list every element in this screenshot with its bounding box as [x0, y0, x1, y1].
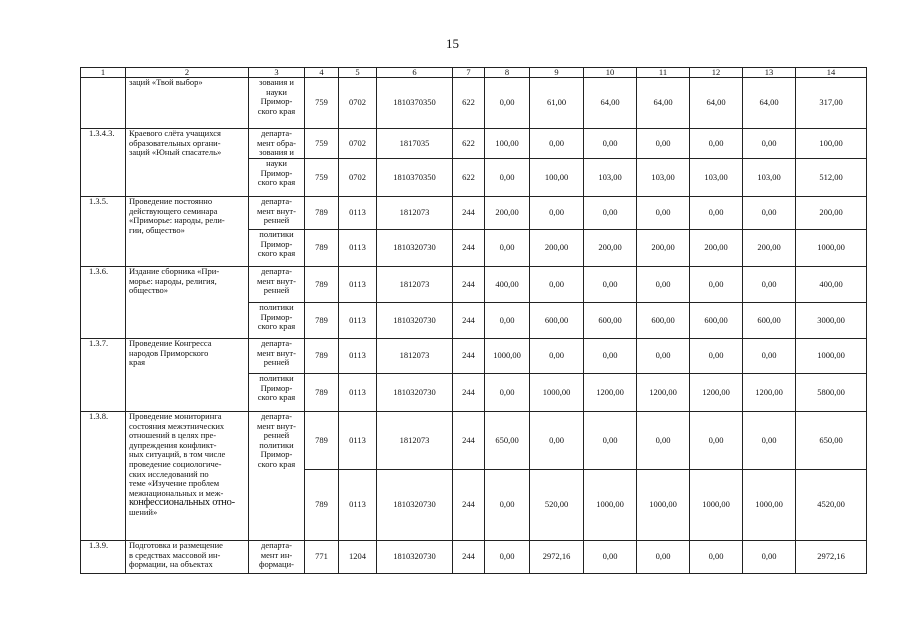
- value-cell: 0,00: [485, 470, 530, 541]
- section-code: 0113: [339, 470, 377, 541]
- target-code: 1810320730: [377, 541, 453, 574]
- value-cell: 200,00: [485, 197, 530, 230]
- item-name-cell: Проведение постоянно действующего семинара «Приморье: народы, рели- гии, общество»: [126, 197, 249, 267]
- ministry-code: 789: [305, 374, 339, 412]
- total-cell: 100,00: [796, 129, 867, 159]
- value-cell: 64,00: [584, 78, 637, 129]
- item-name-cell: Подготовка и размещение в средствах массовой ин- формации, на объектах: [126, 541, 249, 574]
- item-name-cell: Проведение Конгресса народов Приморского края: [126, 339, 249, 412]
- value-cell: 0,00: [690, 541, 743, 574]
- value-cell: 200,00: [530, 230, 584, 267]
- expense-type: 622: [453, 159, 485, 197]
- value-cell: 600,00: [584, 303, 637, 339]
- value-cell: 0,00: [743, 129, 796, 159]
- value-cell: 0,00: [743, 267, 796, 303]
- section-code: 1204: [339, 541, 377, 574]
- executor-cell: департа- мент внут- ренней: [249, 197, 305, 230]
- target-code: 1817035: [377, 129, 453, 159]
- column-header: 2: [126, 68, 249, 78]
- table-row: [81, 412, 867, 470]
- target-code: 1810320730: [377, 230, 453, 267]
- expense-type: 244: [453, 374, 485, 412]
- value-cell: 0,00: [637, 129, 690, 159]
- expense-type: 244: [453, 339, 485, 374]
- total-cell: 400,00: [796, 267, 867, 303]
- column-header: 13: [743, 68, 796, 78]
- item-number-cell: 1.3.6.: [81, 267, 126, 339]
- ministry-code: 789: [305, 412, 339, 470]
- table-row: [81, 267, 867, 303]
- ministry-code: 789: [305, 339, 339, 374]
- value-cell: 0,00: [584, 129, 637, 159]
- section-code: 0113: [339, 230, 377, 267]
- value-cell: 100,00: [530, 159, 584, 197]
- expense-type: 244: [453, 303, 485, 339]
- value-cell: 200,00: [743, 230, 796, 267]
- column-header: 9: [530, 68, 584, 78]
- ministry-code: 771: [305, 541, 339, 574]
- expense-type: 622: [453, 78, 485, 129]
- expense-type: 244: [453, 470, 485, 541]
- section-code: 0702: [339, 78, 377, 129]
- value-cell: 0,00: [530, 267, 584, 303]
- section-code: 0113: [339, 339, 377, 374]
- value-cell: 64,00: [690, 78, 743, 129]
- value-cell: 0,00: [530, 412, 584, 470]
- value-cell: 0,00: [485, 303, 530, 339]
- column-header: 6: [377, 68, 453, 78]
- executor-cell: политики Примор- ского края: [249, 230, 305, 267]
- value-cell: 0,00: [637, 197, 690, 230]
- value-cell: 61,00: [530, 78, 584, 129]
- total-cell: 5800,00: [796, 374, 867, 412]
- value-cell: 0,00: [584, 267, 637, 303]
- value-cell: 1000,00: [584, 470, 637, 541]
- value-cell: 1200,00: [584, 374, 637, 412]
- table-row: [81, 339, 867, 374]
- ministry-code: 759: [305, 129, 339, 159]
- total-cell: 2972,16: [796, 541, 867, 574]
- executor-cell: департа- мент внут- ренней политики Примор- ского края: [249, 412, 305, 541]
- total-cell: 317,00: [796, 78, 867, 129]
- ministry-code: 789: [305, 230, 339, 267]
- table-row: [81, 129, 867, 159]
- column-header: 1: [81, 68, 126, 78]
- expense-type: 244: [453, 412, 485, 470]
- value-cell: 0,00: [584, 339, 637, 374]
- value-cell: 0,00: [690, 129, 743, 159]
- value-cell: 0,00: [690, 339, 743, 374]
- column-header: 10: [584, 68, 637, 78]
- value-cell: 0,00: [743, 197, 796, 230]
- section-code: 0113: [339, 374, 377, 412]
- expense-type: 244: [453, 541, 485, 574]
- value-cell: 1000,00: [743, 470, 796, 541]
- value-cell: 200,00: [637, 230, 690, 267]
- section-code: 0702: [339, 129, 377, 159]
- total-cell: 1000,00: [796, 339, 867, 374]
- target-code: 1812073: [377, 339, 453, 374]
- value-cell: 1200,00: [690, 374, 743, 412]
- value-cell: 0,00: [584, 412, 637, 470]
- total-cell: 1000,00: [796, 230, 867, 267]
- target-code: 1812073: [377, 412, 453, 470]
- value-cell: 0,00: [743, 412, 796, 470]
- ministry-code: 759: [305, 159, 339, 197]
- section-code: 0113: [339, 412, 377, 470]
- value-cell: 103,00: [690, 159, 743, 197]
- ministry-code: 789: [305, 470, 339, 541]
- target-code: 1810320730: [377, 470, 453, 541]
- value-cell: 1200,00: [743, 374, 796, 412]
- ministry-code: 789: [305, 197, 339, 230]
- page-number: 15: [446, 36, 459, 51]
- value-cell: 0,00: [530, 197, 584, 230]
- value-cell: 520,00: [530, 470, 584, 541]
- section-code: 0113: [339, 267, 377, 303]
- total-cell: 650,00: [796, 412, 867, 470]
- table-row: [81, 197, 867, 230]
- value-cell: 100,00: [485, 129, 530, 159]
- column-header: 3: [249, 68, 305, 78]
- section-code: 0113: [339, 197, 377, 230]
- section-code: 0113: [339, 303, 377, 339]
- item-name-cell: Проведение мониторинга состояния межэтнических отношений в целях пре- дупреждения конфликт- ных ситуаций, в том числе проведение социологиче- ских исследований по теме «Изучение проблем межнациональных и меж- конфессиональных отно- шений»: [126, 412, 249, 541]
- value-cell: 103,00: [743, 159, 796, 197]
- column-header: 12: [690, 68, 743, 78]
- expense-type: 622: [453, 129, 485, 159]
- budget-table: [80, 67, 867, 574]
- value-cell: 103,00: [584, 159, 637, 197]
- value-cell: 0,00: [637, 339, 690, 374]
- column-header: 14: [796, 68, 867, 78]
- value-cell: 0,00: [690, 412, 743, 470]
- item-name-cell: заций «Твой выбор»: [126, 78, 249, 129]
- value-cell: 600,00: [530, 303, 584, 339]
- executor-cell: департа- мент внут- ренней: [249, 339, 305, 374]
- value-cell: 0,00: [584, 541, 637, 574]
- value-cell: 64,00: [743, 78, 796, 129]
- value-cell: 0,00: [485, 78, 530, 129]
- value-cell: 0,00: [690, 267, 743, 303]
- target-code: 1810320730: [377, 374, 453, 412]
- target-code: 1812073: [377, 267, 453, 303]
- value-cell: 600,00: [637, 303, 690, 339]
- executor-cell: науки Примор- ского края: [249, 159, 305, 197]
- item-number-cell: 1.3.7.: [81, 339, 126, 412]
- value-cell: 2972,16: [530, 541, 584, 574]
- executor-cell: департа- мент внут- ренней: [249, 267, 305, 303]
- value-cell: 0,00: [637, 541, 690, 574]
- value-cell: 200,00: [690, 230, 743, 267]
- ministry-code: 759: [305, 78, 339, 129]
- executor-cell: департа- мент обра- зования и: [249, 129, 305, 159]
- item-name-cell: Издание сборника «При- морье: народы, религия, общество»: [126, 267, 249, 339]
- target-code: 1812073: [377, 197, 453, 230]
- item-name-cell: Краевого слёта учащихся образовательных органи- заций «Юный спасатель»: [126, 129, 249, 197]
- value-cell: 0,00: [530, 129, 584, 159]
- value-cell: 0,00: [690, 197, 743, 230]
- section-code: 0702: [339, 159, 377, 197]
- total-cell: 512,00: [796, 159, 867, 197]
- expense-type: 244: [453, 230, 485, 267]
- value-cell: 0,00: [485, 230, 530, 267]
- total-cell: 3000,00: [796, 303, 867, 339]
- value-cell: 0,00: [637, 267, 690, 303]
- column-header: 4: [305, 68, 339, 78]
- target-code: 1810320730: [377, 303, 453, 339]
- target-code: 1810370350: [377, 78, 453, 129]
- value-cell: 0,00: [530, 339, 584, 374]
- executor-cell: зования и науки Примор- ского края: [249, 78, 305, 129]
- value-cell: 0,00: [743, 339, 796, 374]
- value-cell: 1000,00: [637, 470, 690, 541]
- value-cell: 600,00: [743, 303, 796, 339]
- expense-type: 244: [453, 197, 485, 230]
- column-header: 11: [637, 68, 690, 78]
- table-row: [81, 541, 867, 574]
- executor-cell: политики Примор- ского края: [249, 374, 305, 412]
- item-number-cell: 1.3.5.: [81, 197, 126, 267]
- value-cell: 64,00: [637, 78, 690, 129]
- value-cell: 1000,00: [530, 374, 584, 412]
- value-cell: 0,00: [637, 412, 690, 470]
- item-number-cell: 1.3.9.: [81, 541, 126, 574]
- executor-cell: департа- мент ин- формаци-: [249, 541, 305, 574]
- value-cell: 0,00: [584, 197, 637, 230]
- total-cell: 4520,00: [796, 470, 867, 541]
- value-cell: 0,00: [485, 541, 530, 574]
- value-cell: 650,00: [485, 412, 530, 470]
- executor-cell: политики Примор- ского края: [249, 303, 305, 339]
- item-number-cell: 1.3.4.3.: [81, 129, 126, 197]
- value-cell: 1000,00: [690, 470, 743, 541]
- value-cell: 400,00: [485, 267, 530, 303]
- column-number-row: [81, 68, 867, 78]
- value-cell: 1200,00: [637, 374, 690, 412]
- value-cell: 0,00: [485, 374, 530, 412]
- target-code: 1810370350: [377, 159, 453, 197]
- total-cell: 200,00: [796, 197, 867, 230]
- ministry-code: 789: [305, 267, 339, 303]
- table-row: [81, 78, 867, 129]
- item-number-cell: 1.3.8.: [81, 412, 126, 541]
- column-header: 5: [339, 68, 377, 78]
- column-header: 8: [485, 68, 530, 78]
- value-cell: 600,00: [690, 303, 743, 339]
- value-cell: 103,00: [637, 159, 690, 197]
- column-header: 7: [453, 68, 485, 78]
- item-number-cell: [81, 78, 126, 129]
- value-cell: 0,00: [485, 159, 530, 197]
- ministry-code: 789: [305, 303, 339, 339]
- value-cell: 0,00: [743, 541, 796, 574]
- value-cell: 1000,00: [485, 339, 530, 374]
- value-cell: 200,00: [584, 230, 637, 267]
- expense-type: 244: [453, 267, 485, 303]
